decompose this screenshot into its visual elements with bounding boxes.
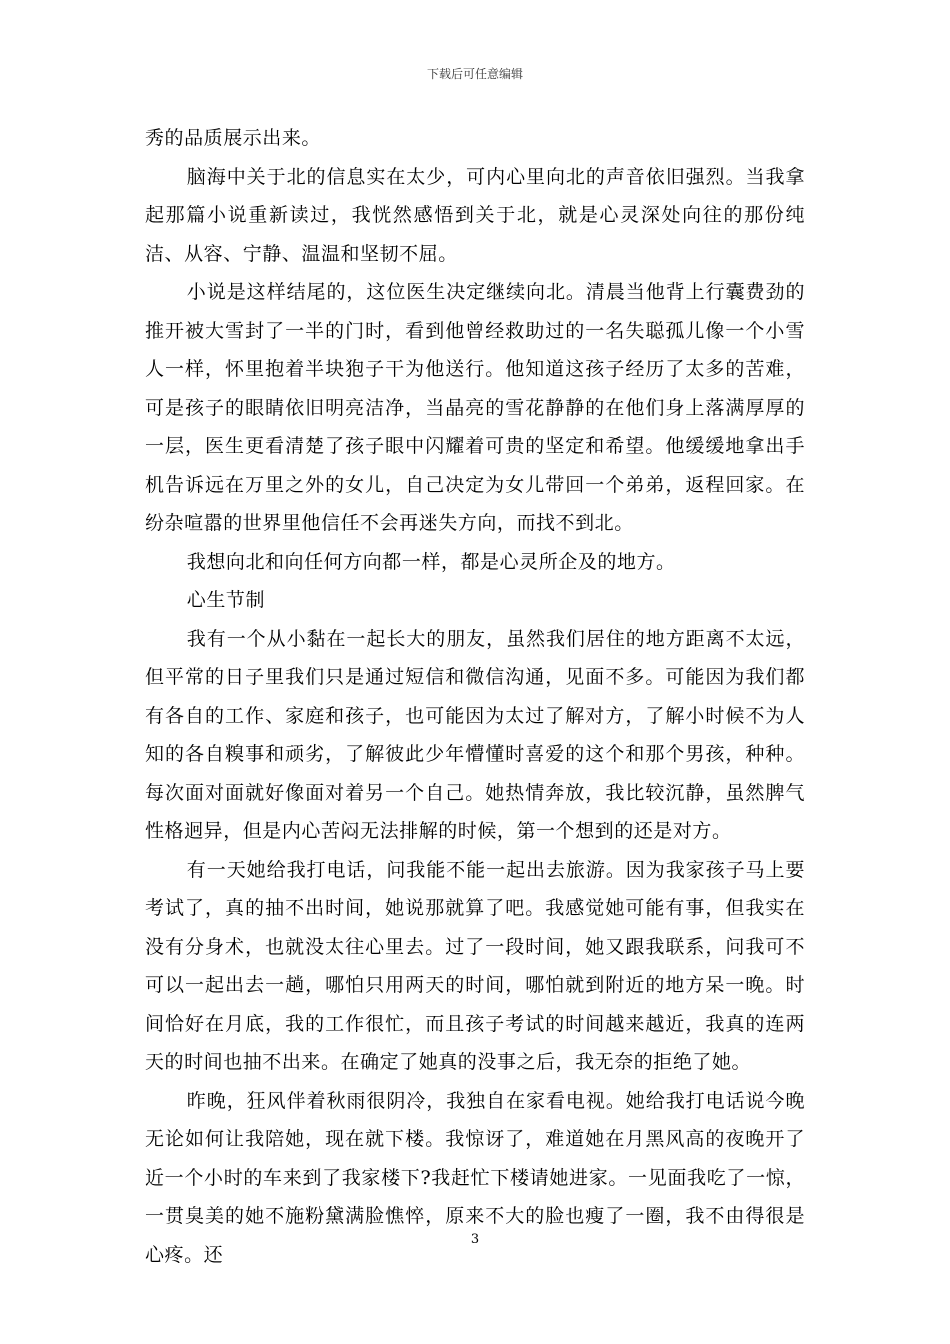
paragraph: 我有一个从小黏在一起长大的朋友，虽然我们居住的地方距离不太远，但平常的日子里我们只是通过短信和微信沟通，见面不多。可能因为我们都有各自的工作、家庭和孩子，也可能因为太过了解对方，了解小时候不为人知的各自糗事和顽劣，了解彼此少年懵懂时喜爱的这个和那个男孩，种种。每次面对面就好像面对着另一个自己。她热情奔放，我比较沉静，虽然脾气性格迥异，但是内心苦闷无法排解的时候，第一个想到的还是对方。 bbox=[145, 627, 805, 842]
paragraph: 小说是这样结尾的，这位医生决定继续向北。清晨当他背上行囊费劲的推开被大雪封了一半的门时，看到他曾经救助过的一名失聪孤儿像一个小雪人一样，怀里抱着半块狍子干为他送行。他知道这孩子经历了太多的苦难，可是孩子的眼睛依旧明亮洁净，当晶亮的雪花静静的在他们身上落满厚厚的一层，医生更看清楚了孩子眼中闪耀着可贵的坚定和希望。他缓缓地拿出手机告诉远在万里之外的女儿，自己决定为女儿带回一个弟弟，返程回家。在纷杂喧嚣的世界里他信任不会再迷失方向，而找不到北。 bbox=[145, 281, 805, 534]
paragraph: 昨晚，狂风伴着秋雨很阴冷，我独自在家看电视。她给我打电话说今晚无论如何让我陪她，现在就下楼。我惊讶了，难道她在月黑风高的夜晚开了近一个小时的车来到了我家楼下?我赶忙下楼请她进家。一见面我吃了一惊，一贯臭美的她不施粉黛满脸憔悴，原来不大的脸也瘦了一圈，我不由得很是心疼。还 bbox=[145, 1089, 805, 1266]
section-title: 心生节制 bbox=[186, 589, 265, 611]
page-number: 3 bbox=[470, 1232, 480, 1247]
paragraph: 脑海中关于北的信息实在太少，可内心里向北的声音依旧强烈。当我拿起那篇小说重新读过，我恍然感悟到关于北，就是心灵深处向往的那份纯洁、从容、宁静、温温和坚韧不屈。 bbox=[145, 165, 805, 265]
page-header: 下载后可任意编辑 bbox=[426, 67, 523, 81]
paragraph: 有一天她给我打电话，问我能不能一起出去旅游。因为我家孩子马上要考试了，真的抽不出时间，她说那就算了吧。我感觉她可能有事，但我实在没有分身术，也就没太往心里去。过了一段时间，她又跟我联系，问我可不可以一起出去一趟，哪怕只用两天的时间，哪怕就到附近的地方呆一晚。时间恰好在月底，我的工作很忙，而且孩子考试的时间越来越近，我真的连两天的时间也抽不出来。在确定了她真的没事之后，我无奈的拒绝了她。 bbox=[145, 858, 805, 1073]
paragraph: 我想向北和向任何方向都一样，都是心灵所企及的地方。 bbox=[186, 550, 676, 573]
paragraph-continuation: 秀的品质展示出来。 bbox=[145, 127, 321, 149]
document-body bbox=[145, 119, 805, 1274]
